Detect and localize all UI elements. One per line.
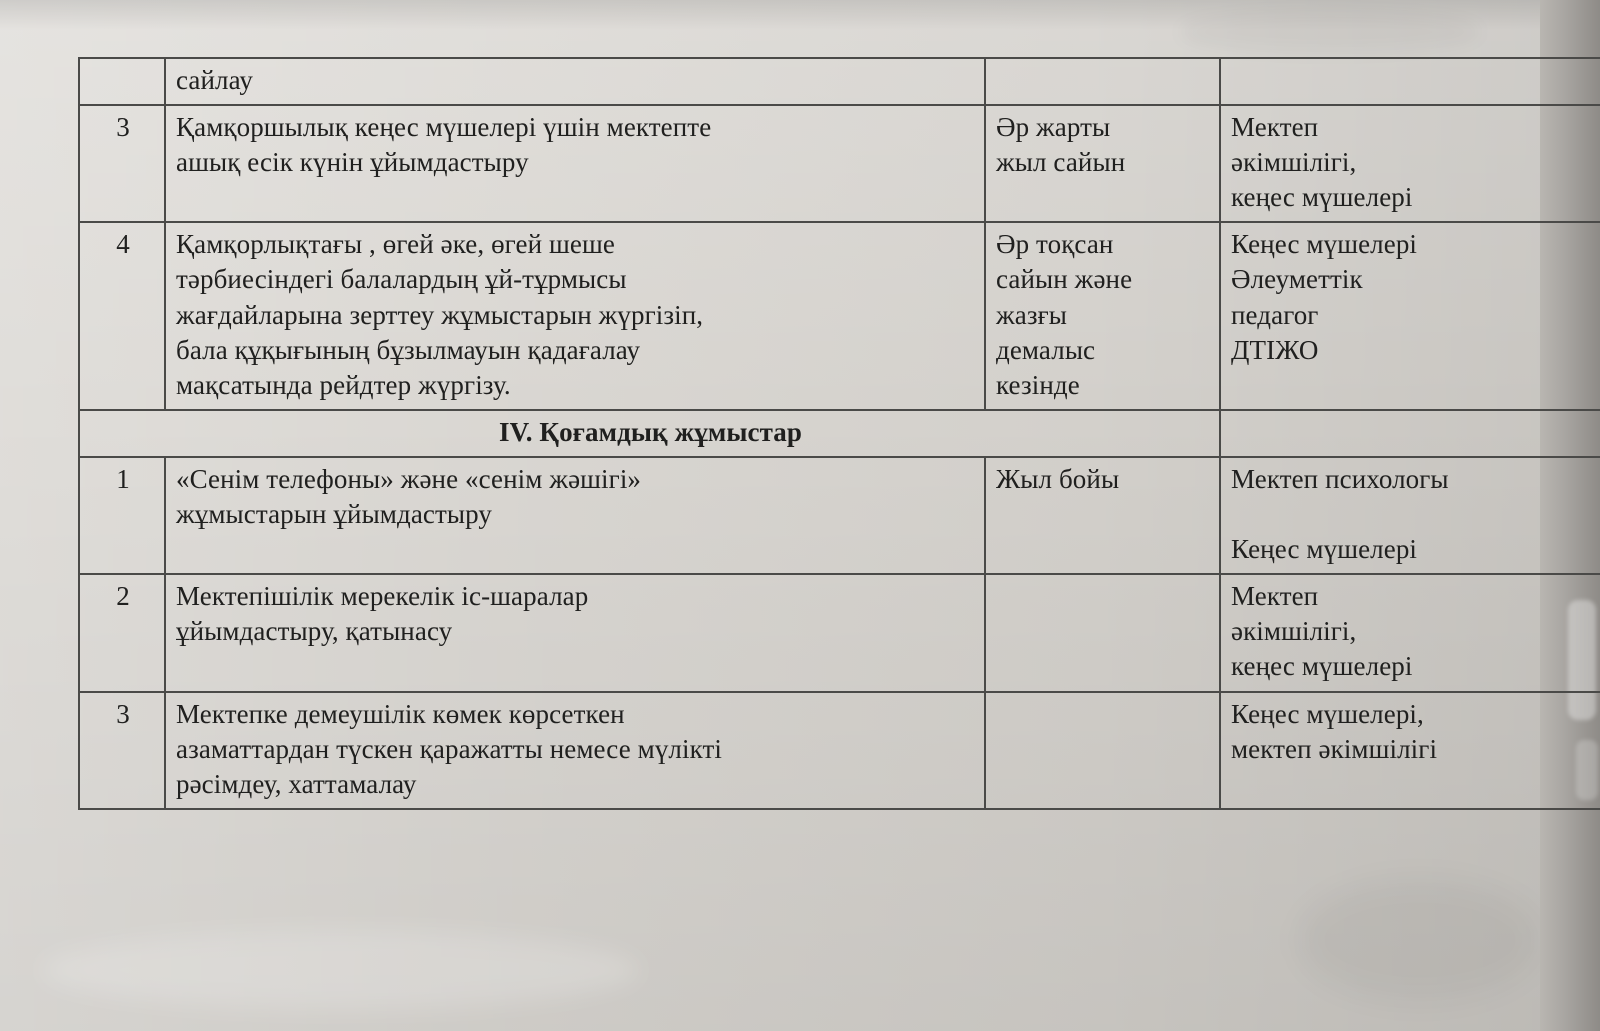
row-number-cell: 4: [79, 222, 165, 409]
section-row: [79, 410, 1600, 457]
responsible-line: әкімшілігі,: [1231, 616, 1357, 647]
row-number-cell: 1: [79, 457, 165, 574]
action-line: ашық есік күнін ұйымдастыру: [176, 147, 529, 178]
responsible-line: әкімшілігі,: [1231, 147, 1357, 178]
term-line: Әр жарты: [996, 112, 1111, 143]
responsible-line: Мектеп: [1231, 581, 1319, 612]
responsible-cell: [1220, 457, 1600, 574]
term-line: жазғы: [996, 299, 1068, 330]
responsible-cell: [1220, 58, 1600, 105]
action-line: Қамқоршылық кеңес мүшелері үшін мектепте: [176, 112, 712, 143]
responsible-line: Әлеуметтік: [1231, 264, 1363, 295]
blank-line: [176, 532, 976, 567]
responsible-line: Мектеп психологы: [1231, 463, 1449, 494]
action-line: рәсімдеу, хаттамалау: [176, 768, 417, 799]
term-line: сайын және: [996, 264, 1133, 295]
row-number-cell: 3: [79, 692, 165, 809]
action-line: «Сенім телефоны» және «сенім жәшігі»: [176, 463, 642, 494]
action-line: азаматтардан түскен қаражатты немесе мүлікті: [176, 733, 722, 764]
responsible-cell: [1220, 574, 1600, 691]
responsible-line: кеңес мүшелері: [1231, 651, 1413, 682]
blank-line: [176, 649, 976, 684]
paper-top-shadow: [0, 0, 1560, 30]
action-line: Қамқорлықтағы , өгей әке, өгей шеше: [176, 229, 615, 260]
responsible-cell: [1220, 410, 1600, 457]
action-cell: [165, 58, 985, 105]
table-row: [79, 574, 1600, 691]
action-cell: [165, 574, 985, 691]
action-line: Мектепке демеушілік көмек көрсеткен: [176, 698, 625, 729]
table-row: [79, 105, 1600, 222]
term-cell: [985, 457, 1220, 574]
row-number-cell: [79, 58, 165, 105]
responsible-line: мектеп әкімшілігі: [1231, 733, 1438, 764]
term-cell: [985, 692, 1220, 809]
term-line: Әр тоқсан: [996, 229, 1114, 260]
action-line: мақсатында рейдтер жүргізу.: [176, 369, 511, 400]
term-line: Жыл бойы: [996, 463, 1120, 494]
action-cell: [165, 692, 985, 809]
term-cell: [985, 574, 1220, 691]
action-line: Мектепішілік мерекелік іс-шаралар: [176, 581, 589, 612]
responsible-line: кеңес мүшелері: [1231, 182, 1413, 213]
action-cell: [165, 457, 985, 574]
action-cell: [165, 105, 985, 222]
action-line: тәрбиесіндегі балалардың ұй-тұрмысы: [176, 264, 627, 295]
term-line: демалыс: [996, 334, 1096, 365]
table-row: [79, 692, 1600, 809]
plan-table: [78, 57, 1600, 810]
responsible-line: педагог: [1231, 299, 1319, 330]
action-line: ұйымдастыру, қатынасу: [176, 616, 453, 647]
term-cell: [985, 105, 1220, 222]
term-cell: [985, 58, 1220, 105]
table-row: [79, 222, 1600, 409]
action-line: жағдайларына зерттеу жұмыстарын жүргізіп,: [176, 299, 704, 330]
row-number-cell: 3: [79, 105, 165, 222]
table-row: [79, 58, 1600, 105]
responsible-line: Кеңес мүшелері: [1231, 534, 1418, 565]
responsible-line: ДТІЖО: [1231, 334, 1319, 365]
responsible-line: Кеңес мүшелері: [1231, 229, 1418, 260]
action-line: жұмыстарын ұйымдастыру: [176, 499, 492, 530]
responsible-cell: [1220, 222, 1600, 409]
term-cell: [985, 222, 1220, 409]
action-line: сайлау: [176, 65, 253, 95]
term-line: жыл сайын: [996, 147, 1126, 178]
blank-line: [1231, 497, 1600, 532]
responsible-cell: [1220, 692, 1600, 809]
responsible-line: Мектеп: [1231, 112, 1319, 143]
table-row: [79, 457, 1600, 574]
action-line: бала құқығының бұзылмауын қадағалау: [176, 334, 641, 365]
row-number-cell: 2: [79, 574, 165, 691]
section-heading: IV. Қоғамдық жұмыстар: [79, 410, 1220, 457]
action-cell: [165, 222, 985, 409]
term-line: кезінде: [996, 369, 1080, 400]
responsible-cell: [1220, 105, 1600, 222]
responsible-line: Кеңес мүшелері,: [1231, 698, 1424, 729]
